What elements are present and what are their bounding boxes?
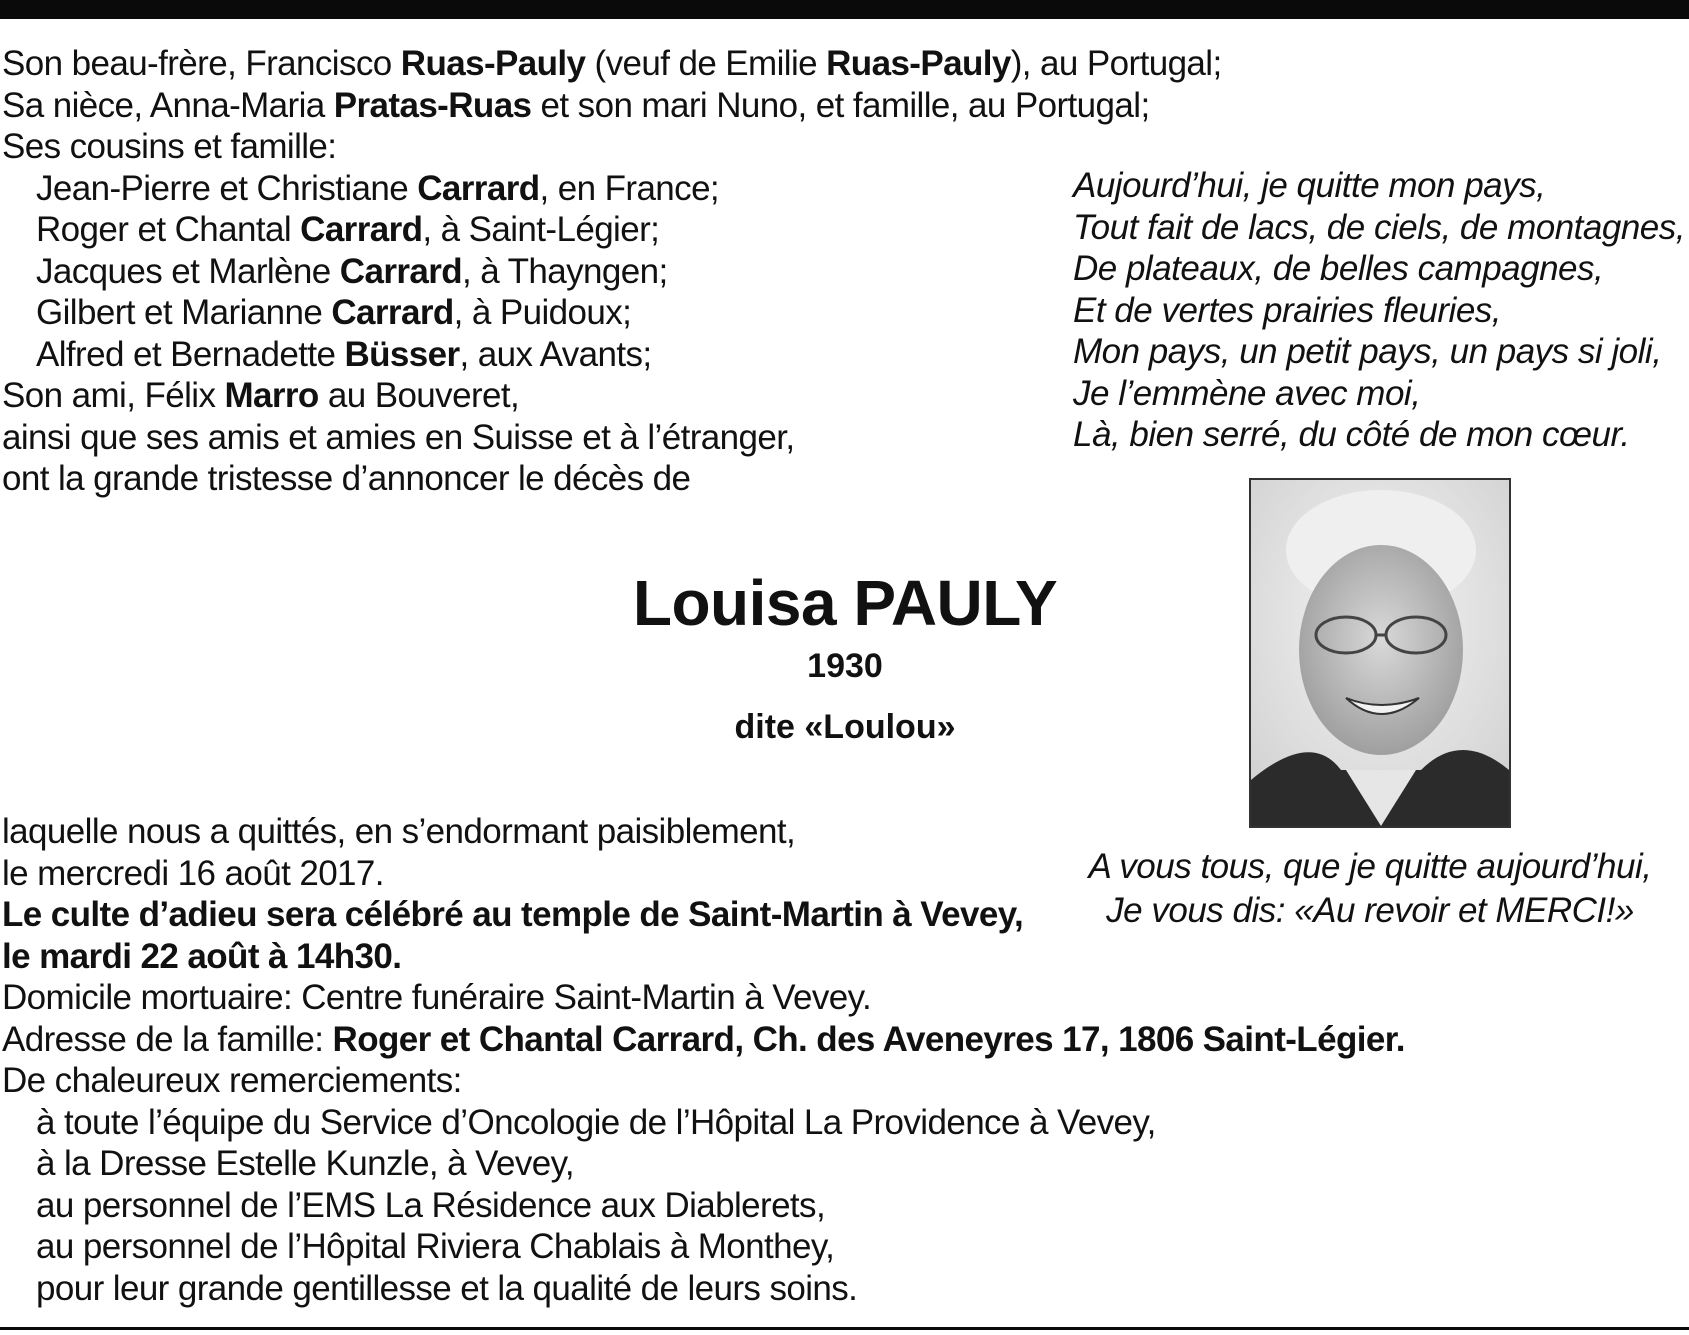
detail-line <box>2 1102 1405 1144</box>
family-intro-text <box>2 43 1222 500</box>
text-segment: au personnel de l’EMS La Résidence aux Diablerets, <box>36 1185 826 1225</box>
text-segment: Sa nièce, Anna-Maria <box>2 85 334 125</box>
bold-name-segment: Ruas-Pauly <box>400 44 586 83</box>
text-segment: Ses cousins et famille: <box>2 127 337 166</box>
detail-line <box>2 1185 1405 1227</box>
family-line <box>2 43 1222 85</box>
caption-line: A vous tous, que je quitte aujourd’hui, <box>1088 847 1652 886</box>
deceased-name-text: Louisa PAULY <box>632 567 1058 639</box>
poem-line: Là, bien serré, du côté de mon cœur. <box>1073 415 1630 454</box>
text-segment: ont la grande tristesse d’annoncer le décès de <box>2 459 691 498</box>
text-segment: Son beau-frère, Francisco <box>2 44 401 83</box>
family-line <box>2 417 1222 459</box>
family-line <box>2 458 1222 500</box>
text-segment: Gilbert et Marianne <box>36 293 332 332</box>
poem-line: Aujourd’hui, je quitte mon pays, <box>1073 166 1546 205</box>
bold-name-segment: Büsser <box>344 334 460 374</box>
text-segment: Son ami, Félix <box>2 376 225 415</box>
poem-line: Je l’emmène avec moi, <box>1073 373 1421 413</box>
family-line <box>2 292 1222 334</box>
family-line <box>2 126 1222 168</box>
poem-line: Et de vertes prairies fleuries, <box>1073 290 1502 330</box>
text-segment: (veuf de Emilie <box>585 44 827 83</box>
portrait-photo <box>1249 478 1511 828</box>
detail-line <box>2 977 1405 1019</box>
text-segment: Roger et Chantal <box>36 210 301 249</box>
poem-line: Tout fait de lacs, de ciels, de montagnes, <box>1073 207 1685 247</box>
text-segment: au personnel de l’Hôpital Riviera Chablais à Monthey, <box>36 1227 835 1266</box>
text-segment: De chaleureux remerciements: <box>2 1061 462 1100</box>
text-segment: à la Dresse Estelle Kunzle, à Vevey, <box>36 1144 575 1183</box>
bold-name-segment: Marro <box>224 376 319 415</box>
text-segment: pour leur grande gentillesse et la qualité de leurs soins. <box>36 1268 858 1308</box>
detail-line <box>2 1226 1405 1268</box>
text-segment: Jean-Pierre et Christiane <box>36 168 418 208</box>
poem <box>1073 165 1685 456</box>
text-segment: le mercredi 16 août 2017. <box>2 853 384 893</box>
bold-name-segment: le mardi 22 août à 14h30. <box>2 936 402 976</box>
text-segment: ainsi que ses amis et amies en Suisse et à l’étranger, <box>2 417 795 457</box>
bold-name-segment: Le culte d’adieu sera célébré au temple de Saint-Martin à Vevey, <box>2 895 1024 934</box>
detail-line <box>2 1143 1405 1185</box>
nickname: dite «Loulou» <box>734 708 956 746</box>
family-line <box>2 209 1222 251</box>
detail-line <box>2 811 1405 853</box>
text-segment: , aux Avants; <box>459 334 652 374</box>
text-segment: , en France; <box>539 168 720 208</box>
bold-name-segment: Ruas-Pauly <box>826 44 1011 83</box>
caption-line: Je vous dis: «Au revoir et MERCI!» <box>1106 891 1634 930</box>
bottom-rule <box>0 1327 1689 1330</box>
text-segment: , à Thayngen; <box>462 251 668 291</box>
bold-name-segment: Carrard <box>339 251 463 291</box>
detail-line <box>2 1268 1405 1310</box>
text-segment: Jacques et Marlène <box>36 251 340 291</box>
detail-line <box>2 936 1405 978</box>
funeral-details-text <box>2 811 1405 1309</box>
family-line <box>2 251 1222 293</box>
text-segment: au Bouveret, <box>318 376 520 415</box>
family-line <box>2 375 1222 417</box>
text-segment: Domicile mortuaire: Centre funéraire Saint-Martin à Vevey. <box>2 978 872 1017</box>
text-segment: ), au Portugal; <box>1010 44 1222 83</box>
portrait-photo-icon <box>1251 480 1509 826</box>
detail-line <box>2 1019 1405 1061</box>
text-segment: laquelle nous a quittés, en s’endormant paisiblement, <box>2 812 796 851</box>
top-rule <box>0 0 1689 19</box>
text-segment: Alfred et Bernadette <box>36 334 345 374</box>
birth-year: 1930 <box>807 647 883 685</box>
poem-line: De plateaux, de belles campagnes, <box>1073 249 1604 288</box>
text-segment: , à Puidoux; <box>453 293 632 332</box>
bold-name-segment: Carrard <box>300 210 423 249</box>
family-line <box>2 168 1222 210</box>
text-segment: et son mari Nuno, et famille, au Portugal; <box>531 85 1150 125</box>
bold-name-segment: Roger et Chantal Carrard, Ch. des Aveneyres 17, 1806 Saint-Légier. <box>332 1019 1405 1059</box>
detail-line <box>2 853 1405 895</box>
poem-line: Mon pays, un petit pays, un pays si joli, <box>1073 332 1662 371</box>
text-segment: Adresse de la famille: <box>2 1019 333 1059</box>
family-line <box>2 334 1222 376</box>
bold-name-segment: Pratas-Ruas <box>333 85 532 125</box>
text-segment: à toute l’équipe du Service d’Oncologie de l’Hôpital La Providence à Vevey, <box>36 1102 1156 1142</box>
family-line <box>2 85 1222 127</box>
text-segment: , à Saint-Légier; <box>422 210 660 249</box>
detail-line <box>2 1060 1405 1102</box>
bold-name-segment: Carrard <box>417 168 540 208</box>
detail-line <box>2 894 1405 936</box>
bold-name-segment: Carrard <box>331 293 454 332</box>
